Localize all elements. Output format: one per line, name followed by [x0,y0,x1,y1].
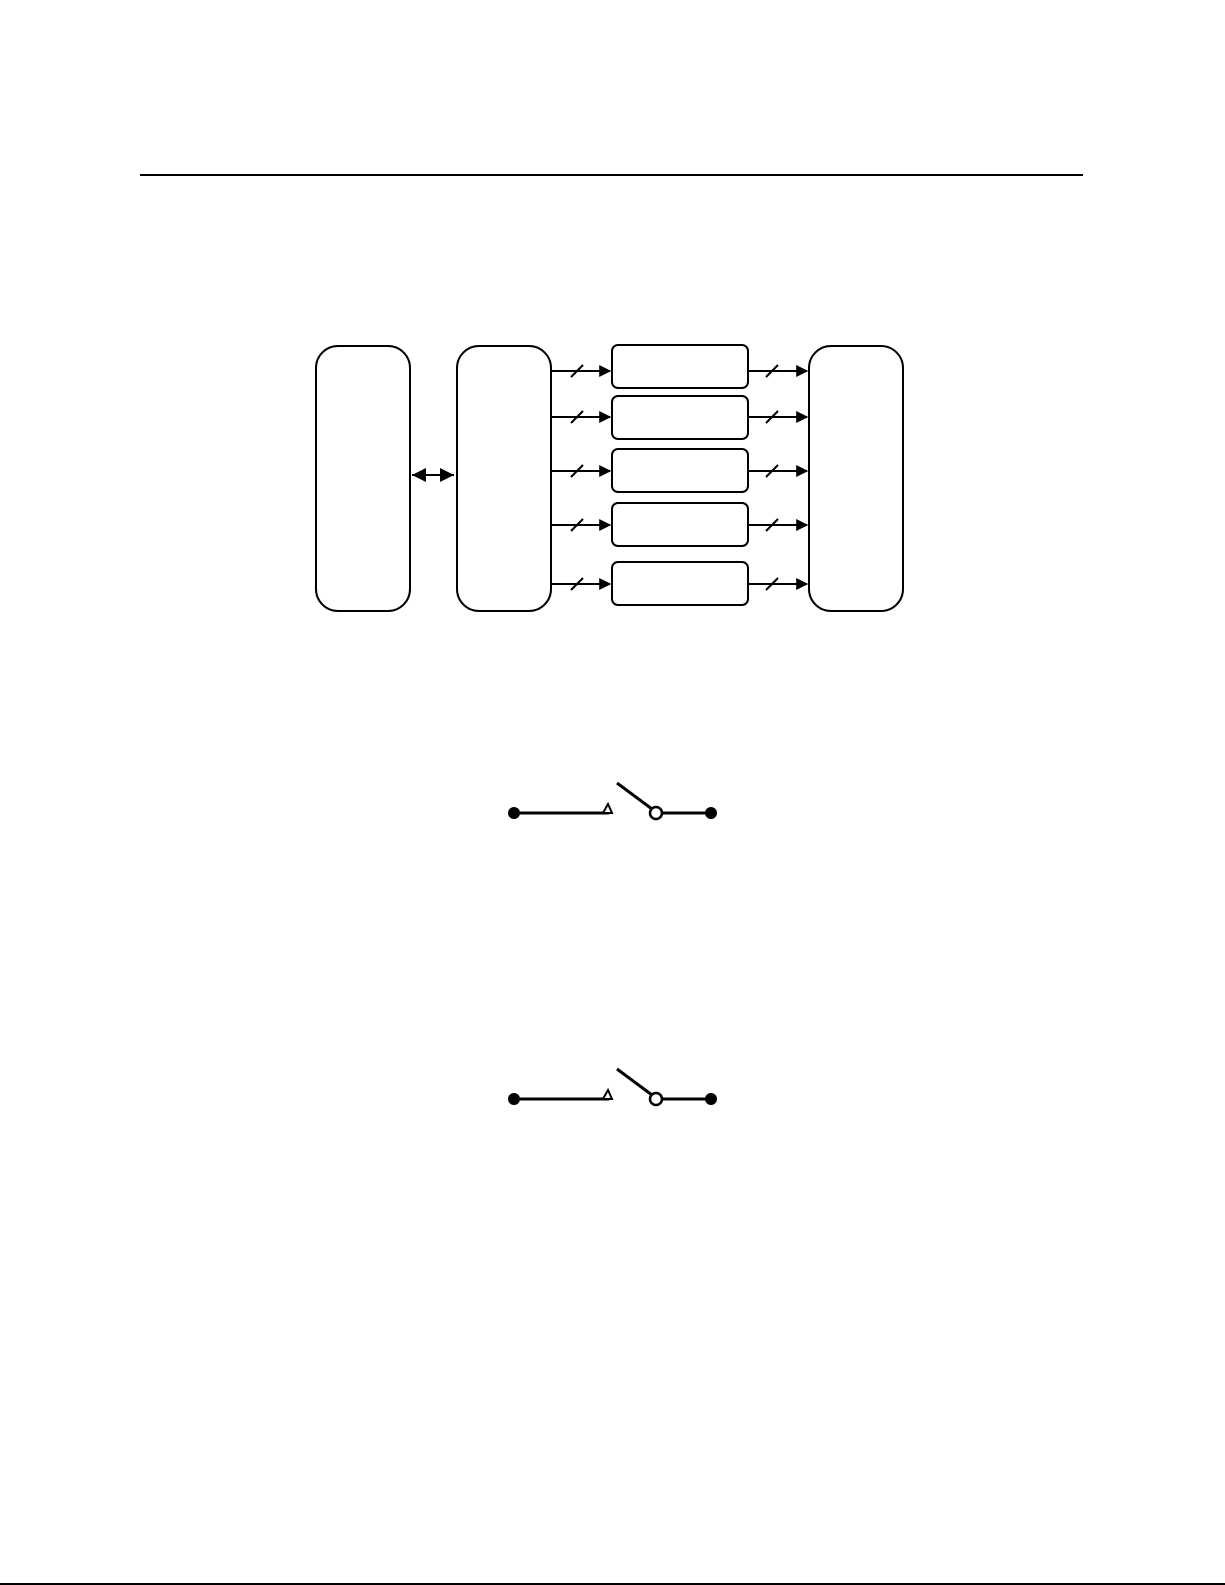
bus-arrow-in-1 [551,365,610,377]
bus-arrows-in [551,365,610,590]
middle-box-4 [612,503,748,546]
switch-symbol-1 [508,783,717,819]
pivot-open-circle [650,1093,662,1105]
bus-arrow-out-5 [748,578,807,590]
switch-blade [617,783,652,809]
middle-box-2 [612,396,748,439]
bus-arrow-out-3 [748,465,807,477]
block-left [316,346,410,611]
bus-arrow-in-3 [551,465,610,477]
terminal-right-dot [705,1093,717,1105]
switch-blade [617,1069,652,1095]
bus-arrow-in-5 [551,578,610,590]
bidirectional-link [412,468,454,482]
middle-box-5 [612,562,748,605]
bus-arrow-in-4 [551,519,610,531]
middle-box-1 [612,345,748,388]
bus-arrow-out-1 [748,365,807,377]
bus-arrow-out-2 [748,411,807,423]
pivot-open-circle [650,807,662,819]
switch-symbol-2 [508,1069,717,1105]
bus-arrows-out [748,365,807,590]
block-right [809,346,903,611]
middle-box-3 [612,449,748,492]
bus-arrow-in-2 [551,411,610,423]
block-diagram [316,345,903,611]
fixed-contact-triangle [603,1090,612,1099]
block-center [457,346,551,611]
terminal-right-dot [705,807,717,819]
fixed-contact-triangle [603,804,612,813]
bus-arrow-out-4 [748,519,807,531]
